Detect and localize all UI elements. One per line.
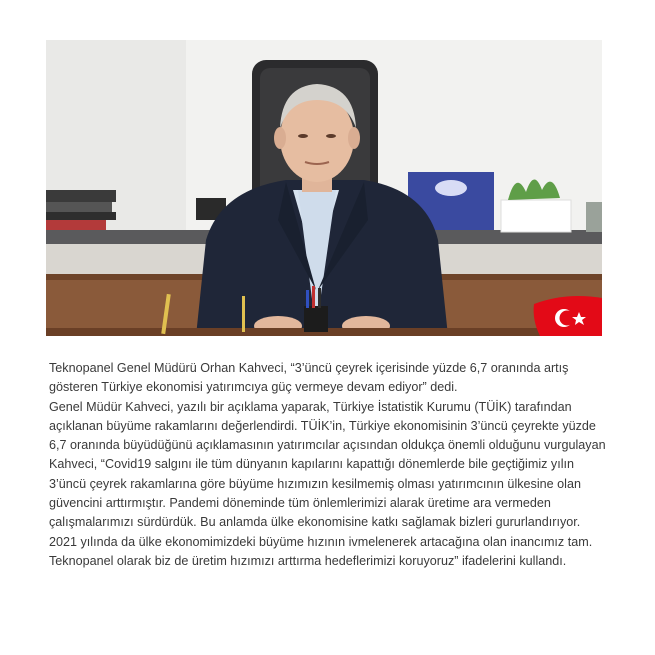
executive-photo	[46, 40, 602, 336]
article-paragraph-lead: Teknopanel Genel Müdürü Orhan Kahveci, “3’üncü çeyrek içerisinde yüzde 6,7 oranında artış gösteren Türkiye ekonomisi yatırımcıya güç vermeye devam ediyor” dedi.	[49, 361, 569, 395]
article-body	[49, 359, 609, 571]
article-photo	[46, 40, 602, 336]
article-paragraph-body: Genel Müdür Kahveci, yazılı bir açıklama yaparak, Türkiye İstatistik Kurumu (TÜİK) tarafından açıklanan büyüme rakamlarını değerlendirdi. TÜİK’in, Türkiye ekonomisinin 3’üncü çeyrekte yüzde 6,7 oranında büyüdüğünü açıklamasının yatırımcılar açısından oldukça önemli olduğunu vurgulayan Kahveci, “Covid19 salgını ile tüm dünyanın kapılarını kapattığı dönemlerde bile geçtiğimiz yılın 3’üncü çeyrek rakamlarına göre büyüme hızımızın kesilmemiş olması yatırımcının ülkesine olan güvencini arttırmıştır. Pandemi döneminde tüm önlemlerimizi alarak üretime ara vermeden çalışmalarımızı sürdürdük. Bu anlamda ülke ekonomisine katkı sağlamak bizleri gururlandırıyor. 2021 yılında da ülke ekonomimizdeki büyüme hızının ivmelenerek artacağına olan inancımız tam. Teknopanel olarak biz de üretim hızımızı arttırma hedeflerimizi koruyoruz” ifadelerini kullandı.	[49, 399, 606, 568]
